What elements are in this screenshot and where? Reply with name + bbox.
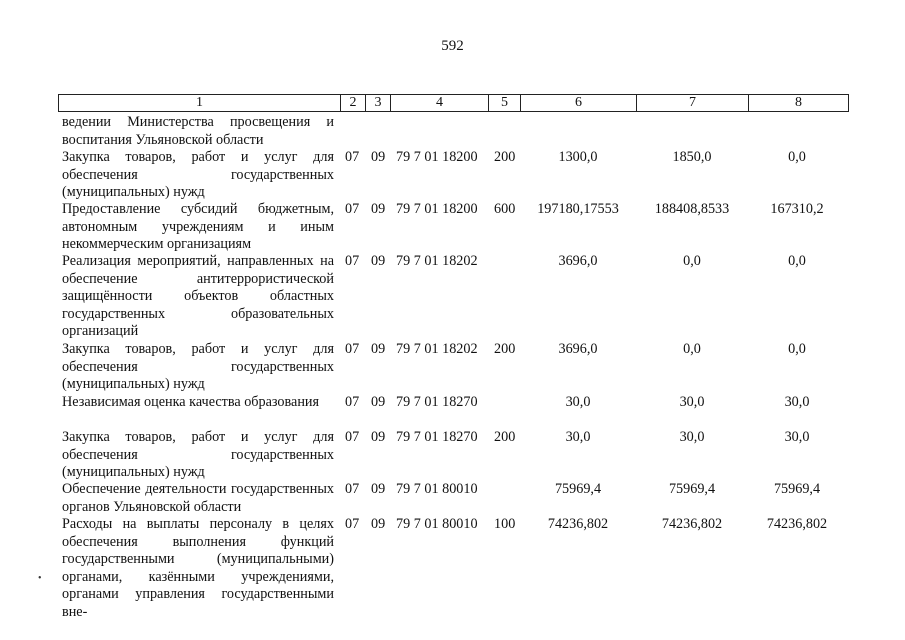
row-value-7: 188408,8533 (654, 201, 730, 217)
row-value-8: 30,0 (784, 394, 810, 410)
row-subsection: 09 (371, 516, 386, 532)
row-subsection: 09 (371, 481, 386, 497)
row-value-7: 0,0 (683, 253, 701, 269)
row-section: 07 (345, 516, 360, 532)
header-col-5: 5 (488, 95, 520, 111)
row-name: Закупка товаров, работ и услуг для обеспечения государственных (муниципальных) нужд (62, 429, 334, 480)
row-value-8: 0,0 (788, 149, 806, 165)
row-value-6: 3696,0 (558, 341, 598, 357)
row-section: 07 (345, 341, 360, 357)
row-value-6: 1300,0 (558, 149, 598, 165)
row-target-article: 79 7 01 80010 (396, 481, 478, 497)
header-col-6: 6 (520, 95, 636, 111)
header-col-7: 7 (636, 95, 748, 111)
row-subsection: 09 (371, 394, 386, 410)
row-section: 07 (345, 429, 360, 445)
row-value-8: 0,0 (788, 341, 806, 357)
row-section: 07 (345, 394, 360, 410)
row-value-8: 167310,2 (770, 201, 824, 217)
row-value-7: 75969,4 (668, 481, 716, 497)
row-value-8: 74236,802 (766, 516, 828, 532)
row-section: 07 (345, 149, 360, 165)
row-value-7: 0,0 (683, 341, 701, 357)
page-number: 592 (441, 38, 464, 54)
row-value-6: 75969,4 (554, 481, 602, 497)
row-value-7: 1850,0 (672, 149, 712, 165)
scan-dot-mark: • (38, 573, 42, 584)
row-expense-type: 600 (494, 201, 516, 217)
table-header (58, 94, 849, 112)
row-value-6: 30,0 (565, 429, 591, 445)
row-value-8: 75969,4 (773, 481, 821, 497)
row-subsection: 09 (371, 253, 386, 269)
row-subsection: 09 (371, 149, 386, 165)
row-expense-type: 200 (494, 341, 516, 357)
row-expense-type: 200 (494, 149, 516, 165)
row-section: 07 (345, 253, 360, 269)
row-value-6: 3696,0 (558, 253, 598, 269)
row-name: ведении Министерства просвещения и воспитания Ульяновской области (62, 114, 334, 148)
row-target-article: 79 7 01 18270 (396, 429, 478, 445)
row-target-article: 79 7 01 80010 (396, 516, 478, 532)
row-expense-type: 200 (494, 429, 516, 445)
row-subsection: 09 (371, 341, 386, 357)
row-value-7: 74236,802 (661, 516, 723, 532)
row-target-article: 79 7 01 18202 (396, 341, 478, 357)
row-target-article: 79 7 01 18202 (396, 253, 478, 269)
header-col-8: 8 (748, 95, 848, 111)
header-col-3: 3 (365, 95, 390, 111)
row-target-article: 79 7 01 18200 (396, 149, 478, 165)
row-subsection: 09 (371, 429, 386, 445)
header-col-4: 4 (390, 95, 488, 111)
header-col-1: 1 (196, 95, 203, 110)
row-expense-type: 100 (494, 516, 516, 532)
row-name: Закупка товаров, работ и услуг для обеспечения государственных (муниципальных) нужд (62, 341, 334, 392)
row-value-8: 30,0 (784, 429, 810, 445)
row-target-article: 79 7 01 18270 (396, 394, 478, 410)
row-section: 07 (345, 201, 360, 217)
row-subsection: 09 (371, 201, 386, 217)
row-target-article: 79 7 01 18200 (396, 201, 478, 217)
row-value-6: 74236,802 (547, 516, 609, 532)
row-section: 07 (345, 481, 360, 497)
row-name: Закупка товаров, работ и услуг для обеспечения государственных (муниципальных) нужд (62, 149, 334, 200)
row-value-6: 197180,17553 (537, 201, 619, 217)
row-name: Предоставление субсидий бюджетным, автономным учреждениям и иным некоммерческим организациям (62, 201, 334, 252)
row-value-6: 30,0 (565, 394, 591, 410)
header-col-2: 2 (340, 95, 365, 111)
row-value-8: 0,0 (788, 253, 806, 269)
row-name: Обеспечение деятельности государственных органов Ульяновской области (62, 481, 334, 515)
row-name: Реализация мероприятий, направленных на обеспечение антитеррористической защищённости объектов областных государственных образовательных организаций (62, 253, 334, 339)
row-value-7: 30,0 (679, 429, 705, 445)
row-value-7: 30,0 (679, 394, 705, 410)
row-name: Расходы на выплаты персоналу в целях обеспечения выполнения функций государственными (муниципальными) органами, казёнными учреждениями, органами управления государственными вне- (62, 516, 334, 620)
row-name: Независимая оценка качества образования (62, 394, 320, 410)
